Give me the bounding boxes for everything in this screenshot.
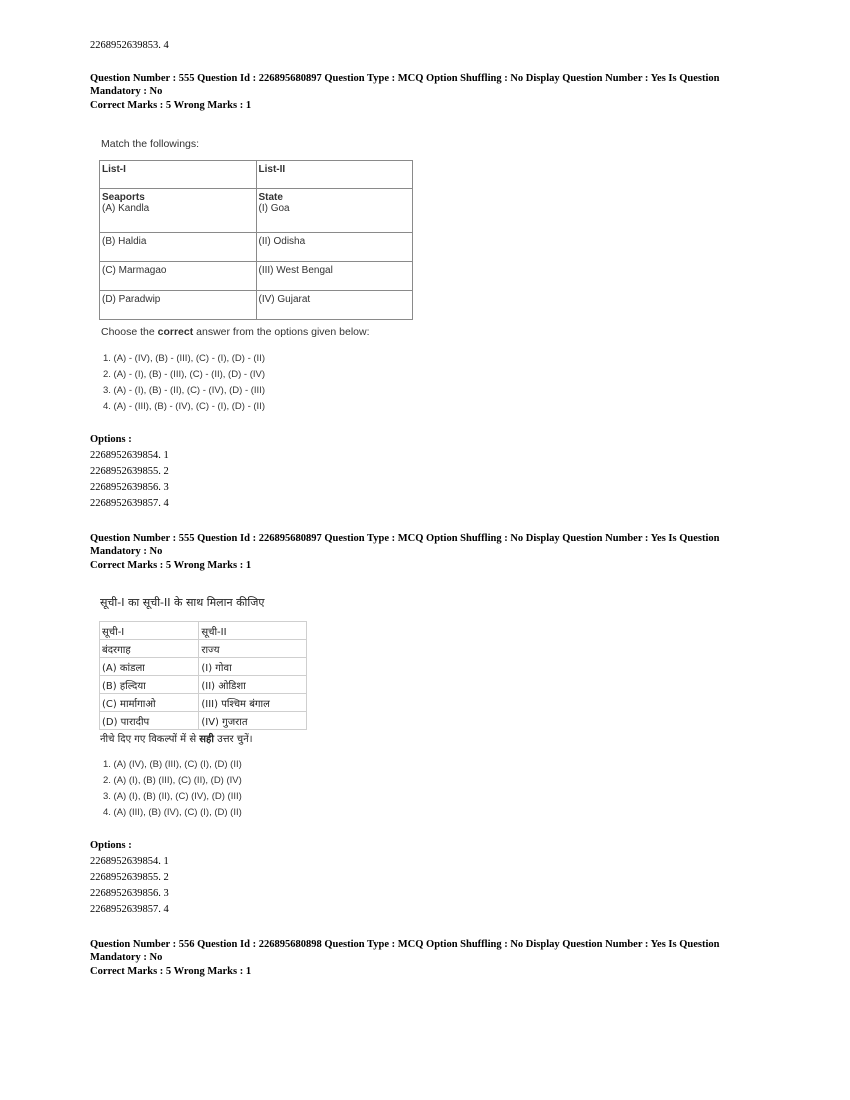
choose-bold: सही bbox=[199, 734, 214, 745]
table-subheader-seaports: Seaports bbox=[102, 192, 145, 203]
table-cell: (D) Paradwip bbox=[100, 291, 257, 320]
choose-text: Choose the bbox=[101, 326, 158, 338]
question-meta-1: Question Number : 555 Question Id : 226895680897 Question Type : MCQ Option Shuffling : No Display Question Number : Yes Is Question Mandatory : No bbox=[90, 73, 720, 97]
answer-choice: 1. (A) - (IV), (B) - (III), (C) - (I), (D) - (II) bbox=[103, 353, 265, 364]
answer-choice: 3. (A) (I), (B) (II), (C) (IV), (D) (III) bbox=[103, 791, 242, 802]
table-cell: (D) पारादीप bbox=[100, 712, 199, 730]
table-cell: (IV) गुजरात bbox=[199, 712, 307, 730]
table-cell: (B) Haldia bbox=[100, 233, 257, 262]
table-cell: (IV) Gujarat bbox=[256, 291, 413, 320]
table-subheader-state: State bbox=[258, 192, 283, 203]
options-label-1: Options : bbox=[90, 434, 132, 445]
question-meta-3: Question Number : 556 Question Id : 226895680898 Question Type : MCQ Option Shuffling : No Display Question Number : Yes Is Question Mandatory : No bbox=[90, 939, 720, 963]
previous-option-line: 2268952639853. 4 bbox=[90, 40, 169, 51]
table-cell-text: (I) Goa bbox=[258, 203, 290, 214]
options-label-2: Options : bbox=[90, 840, 132, 851]
marks-line-2: Correct Marks : 5 Wrong Marks : 1 bbox=[90, 560, 252, 571]
choose-instruction-2 bbox=[100, 731, 253, 745]
table-cell: (II) Odisha bbox=[256, 233, 413, 262]
option-item: 2268952639856. 3 bbox=[90, 482, 169, 493]
answer-choice: 2. (A) (I), (B) (III), (C) (II), (D) (IV) bbox=[103, 775, 242, 786]
choose-text: answer from the options given below: bbox=[193, 326, 370, 338]
option-item: 2268952639854. 1 bbox=[90, 856, 169, 867]
option-item: 2268952639857. 4 bbox=[90, 498, 169, 509]
table-header-list1: List-I bbox=[100, 161, 257, 189]
table-cell: (II) ओडिशा bbox=[199, 676, 307, 694]
table-header-list2: List-II bbox=[256, 161, 413, 189]
table-cell: (III) West Bengal bbox=[256, 262, 413, 291]
table-cell bbox=[100, 189, 257, 233]
answer-choice: 1. (A) (IV), (B) (III), (C) (I), (D) (II) bbox=[103, 759, 242, 770]
answer-choice: 4. (A) - (III), (B) - (IV), (C) - (I), (D) - (II) bbox=[103, 401, 265, 412]
choose-bold: correct bbox=[157, 326, 194, 338]
table-header-list2: सूची-II bbox=[199, 622, 307, 640]
answer-list-1 bbox=[103, 351, 265, 415]
option-list-2 bbox=[90, 854, 169, 918]
question-instruction-2: सूची-I का सूची-II के साथ मिलान कीजिए bbox=[100, 596, 265, 609]
answer-list-2 bbox=[103, 757, 242, 821]
table-header-list1: सूची-I bbox=[100, 622, 199, 640]
table-cell: (I) गोवा bbox=[199, 658, 307, 676]
option-item: 2268952639854. 1 bbox=[90, 450, 169, 461]
option-item: 2268952639855. 2 bbox=[90, 872, 169, 883]
option-item: 2268952639856. 3 bbox=[90, 888, 169, 899]
question-meta-2: Question Number : 555 Question Id : 226895680897 Question Type : MCQ Option Shuffling : No Display Question Number : Yes Is Question Mandatory : No bbox=[90, 533, 720, 557]
answer-choice: 3. (A) - (I), (B) - (II), (C) - (IV), (D) - (III) bbox=[103, 385, 265, 396]
table-cell-text: (A) Kandla bbox=[102, 203, 150, 214]
marks-line-1: Correct Marks : 5 Wrong Marks : 1 bbox=[90, 100, 252, 111]
answer-choice: 2. (A) - (I), (B) - (III), (C) - (II), (D) - (IV) bbox=[103, 369, 265, 380]
option-item: 2268952639857. 4 bbox=[90, 904, 169, 915]
marks-line-3: Correct Marks : 5 Wrong Marks : 1 bbox=[90, 966, 252, 977]
table-cell: (III) पश्चिम बंगाल bbox=[199, 694, 307, 712]
match-table-english bbox=[99, 160, 413, 320]
choose-instruction-1 bbox=[101, 326, 370, 338]
match-table-hindi bbox=[99, 621, 307, 730]
choose-text: उत्तर चुनें। bbox=[213, 734, 253, 745]
table-cell: (C) मार्मागाओ bbox=[100, 694, 199, 712]
table-subheader-ports: बंदरगाह bbox=[100, 640, 199, 658]
option-item: 2268952639855. 2 bbox=[90, 466, 169, 477]
choose-text: नीचे दिए गए विकल्पों में से bbox=[100, 734, 200, 745]
table-subheader-state: राज्य bbox=[199, 640, 307, 658]
question-instruction-1: Match the followings: bbox=[101, 138, 200, 150]
answer-choice: 4. (A) (III), (B) (IV), (C) (I), (D) (II) bbox=[103, 807, 242, 818]
table-cell: (C) Marmagao bbox=[100, 262, 257, 291]
option-list-1 bbox=[90, 448, 169, 512]
table-cell: (A) कांडला bbox=[100, 658, 199, 676]
table-cell bbox=[256, 189, 413, 233]
table-cell: (B) हल्दिया bbox=[100, 676, 199, 694]
